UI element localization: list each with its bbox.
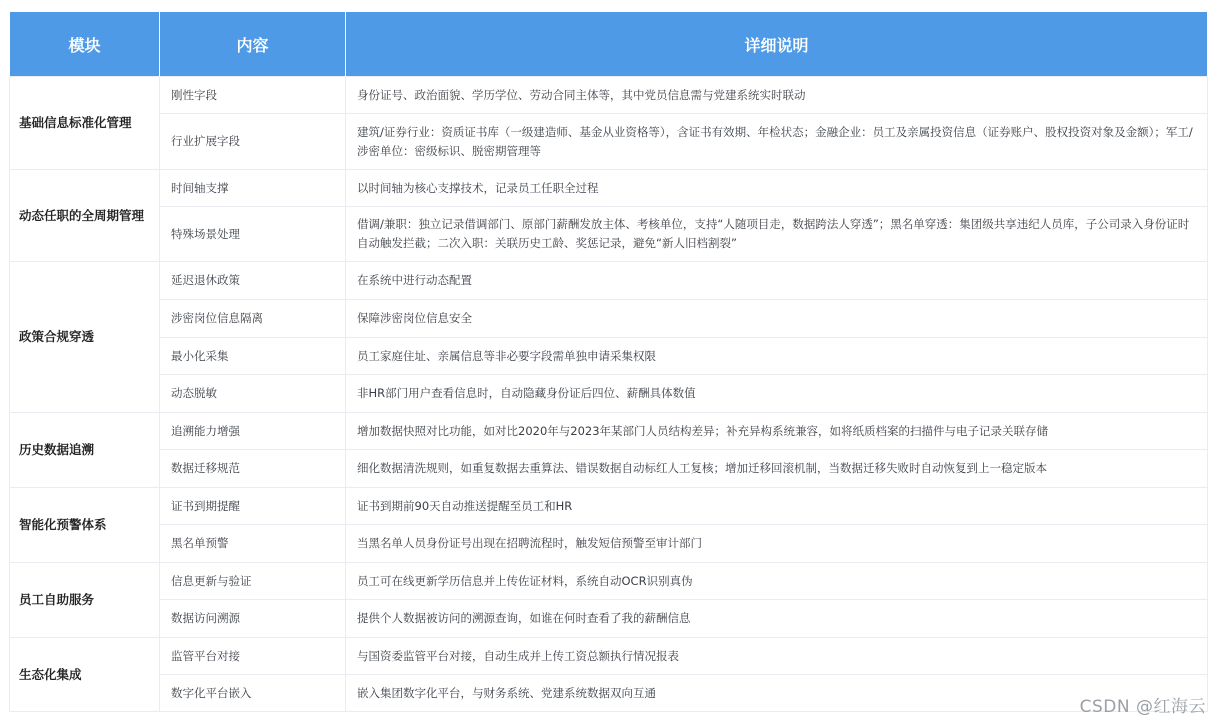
table-row	[10, 638, 1208, 675]
module-cell: 政策合规穿透	[10, 262, 160, 413]
detail-cell: 建筑/证券行业：资质证书库（一级建造师、基金从业资格等），含证书有效期、年检状态；金融企业：员工及亲属投资信息（证券账户、股权投资对象及金额）；军工/涉密单位：密级标识、脱密期管理等	[346, 114, 1208, 170]
content-cell: 数据访问溯源	[160, 600, 346, 638]
detail-cell: 增加数据快照对比功能，如对比2020年与2023年某部门人员结构差异；补充异构系统兼容，如将纸质档案的扫描件与电子记录关联存储	[346, 413, 1208, 450]
content-cell: 数据迁移规范	[160, 450, 346, 488]
table-header	[10, 12, 1208, 77]
detail-cell: 员工可在线更新学历信息并上传佐证材料，系统自动OCR识别真伪	[346, 563, 1208, 600]
detail-cell: 提供个人数据被访问的溯源查询，如谁在何时查看了我的薪酬信息	[346, 600, 1208, 638]
table-row	[10, 114, 1208, 170]
content-cell: 最小化采集	[160, 338, 346, 375]
detail-cell: 当黑名单人员身份证号出现在招聘流程时，触发短信预警至审计部门	[346, 525, 1208, 563]
table-row	[10, 170, 1208, 207]
content-cell: 黑名单预警	[160, 525, 346, 563]
detail-cell: 借调/兼职：独立记录借调部门、原部门薪酬发放主体、考核单位，支持“人随项目走，数据跨法人穿透”；黑名单穿透：集团级共享违纪人员库，子公司录入身份证时自动触发拦截；二次入职：关联历史工龄、奖惩记录，避免“新人旧档割裂”	[346, 207, 1208, 262]
content-cell: 时间轴支撑	[160, 170, 346, 207]
detail-cell: 与国资委监管平台对接，自动生成并上传工资总额执行情况报表	[346, 638, 1208, 675]
header-content: 内容	[160, 12, 346, 77]
table-row	[10, 300, 1208, 338]
module-cell: 基础信息标准化管理	[10, 77, 160, 170]
table-row	[10, 375, 1208, 413]
module-cell: 历史数据追溯	[10, 413, 160, 488]
header-row	[10, 12, 1208, 77]
content-cell: 监管平台对接	[160, 638, 346, 675]
content-cell: 刚性字段	[160, 77, 346, 114]
module-cell: 智能化预警体系	[10, 488, 160, 563]
table-row	[10, 450, 1208, 488]
header-module: 模块	[10, 12, 160, 77]
detail-cell: 保障涉密岗位信息安全	[346, 300, 1208, 338]
detail-cell: 员工家庭住址、亲属信息等非必要字段需单独申请采集权限	[346, 338, 1208, 375]
content-cell: 证书到期提醒	[160, 488, 346, 525]
table-row	[10, 77, 1208, 114]
module-cell: 生态化集成	[10, 638, 160, 712]
policy-table	[9, 12, 1208, 712]
table-row	[10, 525, 1208, 563]
table-row	[10, 675, 1208, 712]
content-cell: 延迟退休政策	[160, 262, 346, 300]
detail-cell: 身份证号、政治面貌、学历学位、劳动合同主体等，其中党员信息需与党建系统实时联动	[346, 77, 1208, 114]
detail-cell: 非HR部门用户查看信息时，自动隐藏身份证后四位、薪酬具体数值	[346, 375, 1208, 413]
table-row	[10, 338, 1208, 375]
table-row	[10, 207, 1208, 262]
detail-cell: 证书到期前90天自动推送提醒至员工和HR	[346, 488, 1208, 525]
module-cell: 员工自助服务	[10, 563, 160, 638]
module-cell: 动态任职的全周期管理	[10, 170, 160, 262]
detail-cell: 细化数据清洗规则，如重复数据去重算法、错误数据自动标红人工复核；增加迁移回滚机制，当数据迁移失败时自动恢复到上一稳定版本	[346, 450, 1208, 488]
table-row	[10, 563, 1208, 600]
content-cell: 行业扩展字段	[160, 114, 346, 170]
content-cell: 信息更新与验证	[160, 563, 346, 600]
content-cell: 数字化平台嵌入	[160, 675, 346, 712]
table-row	[10, 600, 1208, 638]
table-body	[10, 77, 1208, 712]
header-detail: 详细说明	[346, 12, 1208, 77]
csdn-watermark: CSDN @红海云	[1079, 697, 1206, 717]
content-cell: 特殊场景处理	[160, 207, 346, 262]
detail-cell: 以时间轴为核心支撑技术，记录员工任职全过程	[346, 170, 1208, 207]
content-cell: 动态脱敏	[160, 375, 346, 413]
detail-cell: 嵌入集团数字化平台，与财务系统、党建系统数据双向互通	[346, 675, 1208, 712]
content-cell: 涉密岗位信息隔离	[160, 300, 346, 338]
table-row	[10, 413, 1208, 450]
table-row	[10, 262, 1208, 300]
content-cell: 追溯能力增强	[160, 413, 346, 450]
table-row	[10, 488, 1208, 525]
detail-cell: 在系统中进行动态配置	[346, 262, 1208, 300]
